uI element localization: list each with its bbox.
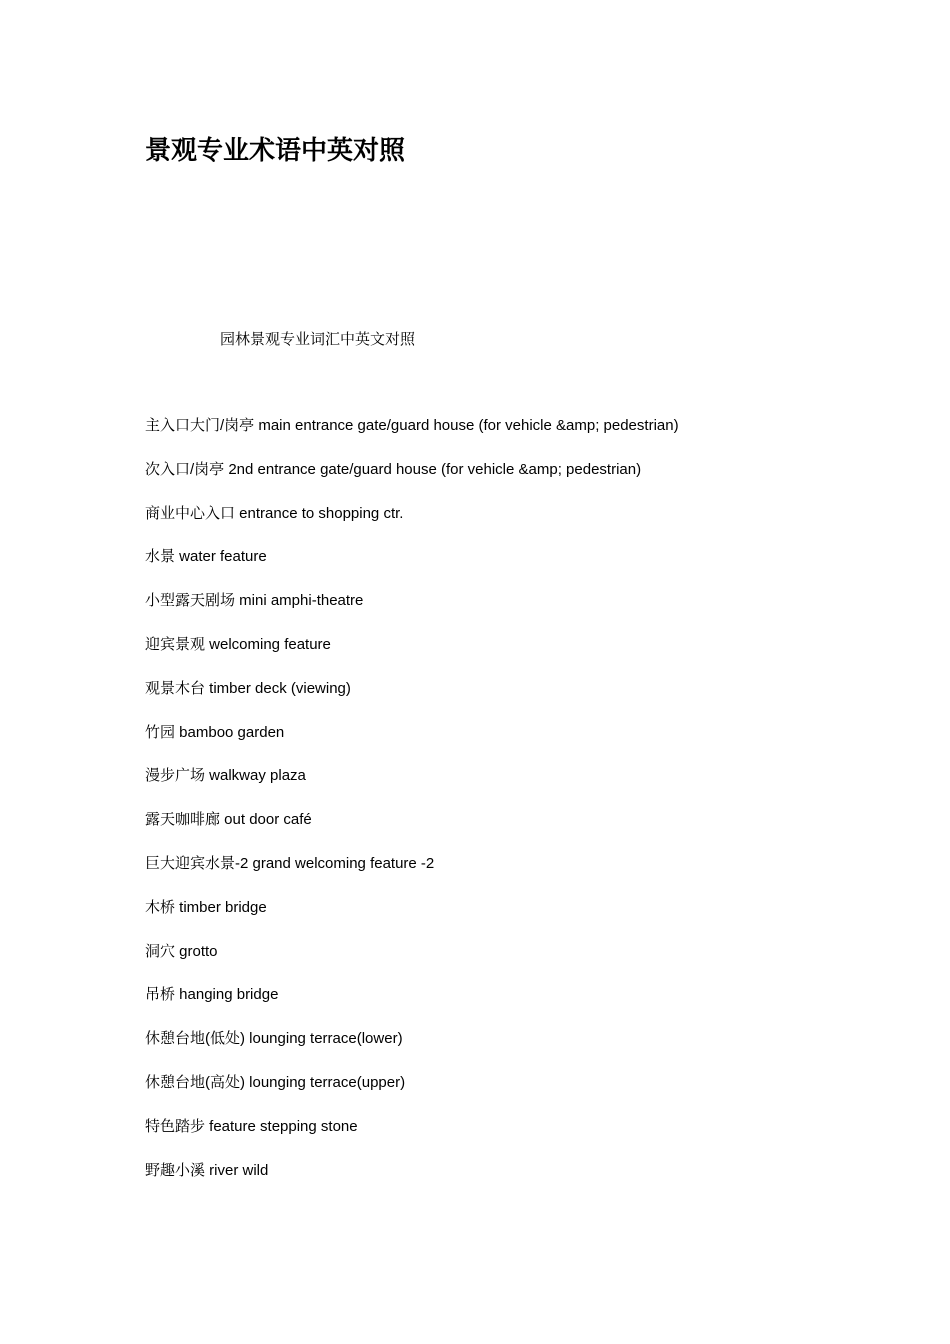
document-title: 景观专业术语中英对照 [145, 136, 406, 166]
term-item [145, 1160, 679, 1204]
term-text: 洞穴 grotto [145, 942, 218, 960]
term-item [145, 1116, 679, 1160]
term-item [145, 765, 679, 809]
term-item [145, 722, 679, 766]
term-item [145, 1028, 679, 1072]
term-item [145, 1072, 679, 1116]
term-text: 迎宾景观 welcoming feature [145, 635, 331, 653]
term-text: 野趣小溪 river wild [145, 1161, 269, 1179]
term-text: 观景木台 timber deck (viewing) [145, 679, 351, 697]
term-text: 休憩台地(高处) lounging terrace(upper) [145, 1073, 406, 1091]
term-item [145, 503, 679, 547]
term-list [145, 415, 679, 1203]
term-item [145, 678, 679, 722]
term-item [145, 809, 679, 853]
term-text: 漫步广场 walkway plaza [145, 767, 306, 785]
term-item [145, 546, 679, 590]
term-text: 水景 water feature [145, 548, 267, 566]
term-item [145, 897, 679, 941]
term-text: 小型露天剧场 mini amphi-theatre [145, 592, 364, 610]
term-item [145, 590, 679, 634]
term-item [145, 941, 679, 985]
term-text: 竹园 bamboo garden [145, 723, 285, 741]
term-item [145, 853, 679, 897]
term-text: 巨大迎宾水景-2 grand welcoming feature -2 [145, 854, 435, 872]
term-item [145, 984, 679, 1028]
term-item [145, 459, 679, 503]
term-text: 商业中心入口 entrance to shopping ctr. [145, 504, 404, 522]
term-text: 特色踏步 feature stepping stone [145, 1117, 358, 1135]
term-item [145, 634, 679, 678]
term-text: 木桥 timber bridge [145, 898, 267, 916]
document-subtitle: 园林景观专业词汇中英文对照 [220, 330, 416, 348]
term-text: 吊桥 hanging bridge [145, 986, 279, 1004]
term-text: 休憩台地(低处) lounging terrace(lower) [145, 1030, 403, 1048]
term-item [145, 415, 679, 459]
term-text: 主入口大门/岗亭 main entrance gate/guard house (for vehicle &amp; pedestrian) [145, 417, 679, 434]
term-text: 次入口/岗亭 2nd entrance gate/guard house (for vehicle &amp; pedestrian) [145, 460, 642, 478]
term-text: 露天咖啡廊 out door café [145, 811, 312, 829]
